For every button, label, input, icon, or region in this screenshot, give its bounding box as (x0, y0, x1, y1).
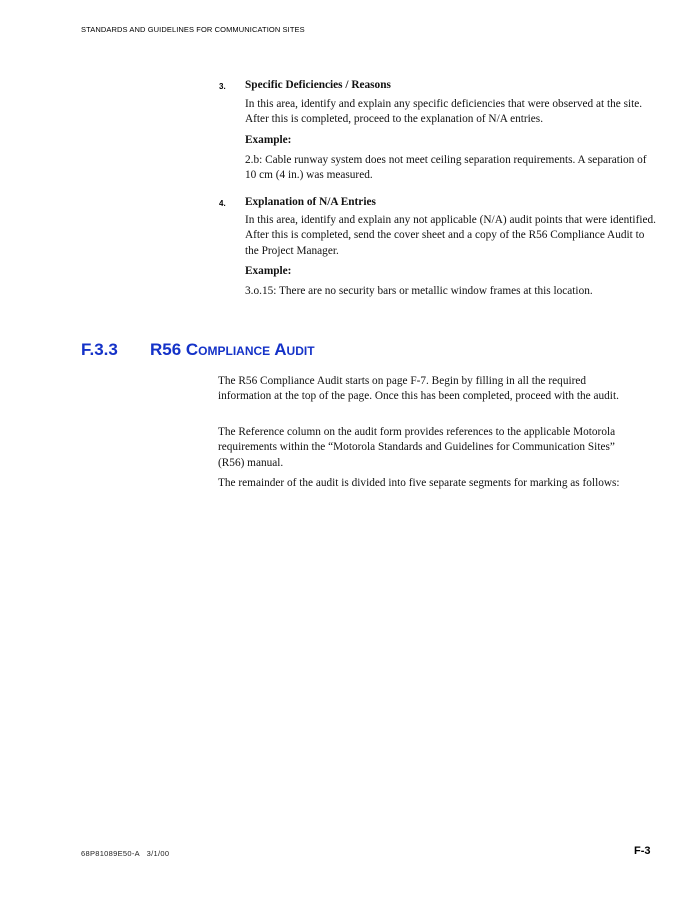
example-label: Example: (245, 134, 292, 146)
page-number: F-3 (634, 845, 651, 857)
section-number: F.3.3 (81, 340, 118, 359)
footer-doc-id: 68P81089E50-A 3/1/00 (81, 849, 170, 858)
item-title: Explanation of N/A Entries (245, 196, 376, 208)
section-title: R56 Compliance Audit (150, 340, 315, 359)
section-paragraph: The R56 Compliance Audit starts on page F-7. Begin by filling in all the required information at the top of the page. Once this has been completed, proceed with the audit. (218, 375, 619, 403)
item-body: In this area, identify and explain any not applicable (N/A) audit points that were identified. After this is completed, send the cover sheet and a copy of the R56 Compliance Audit to the Project Manager. (245, 214, 656, 257)
example-text: 3.o.15: There are no security bars or metallic window frames at this location. (245, 285, 593, 297)
example-label: Example: (245, 265, 292, 277)
running-header: STANDARDS AND GUIDELINES FOR COMMUNICATION SITES (81, 25, 305, 34)
item-title: Specific Deficiencies / Reasons (245, 79, 391, 91)
example-text: 2.b: Cable runway system does not meet ceiling separation requirements. A separation of 10 cm (4 in.) was measured. (245, 154, 647, 182)
item-body: In this area, identify and explain any specific deficiencies that were observed at the site. After this is completed, proceed to the explanation of N/A entries. (245, 98, 643, 126)
item-number: 3. (219, 82, 226, 91)
item-number: 4. (219, 199, 226, 208)
section-paragraph: The remainder of the audit is divided into five separate segments for marking as follows: (218, 477, 620, 489)
section-paragraph: The Reference column on the audit form provides references to the applicable Motorola requirements within the “Motorola Standards and Guidelines for Communication Sites” (R56) manual. (218, 426, 616, 469)
